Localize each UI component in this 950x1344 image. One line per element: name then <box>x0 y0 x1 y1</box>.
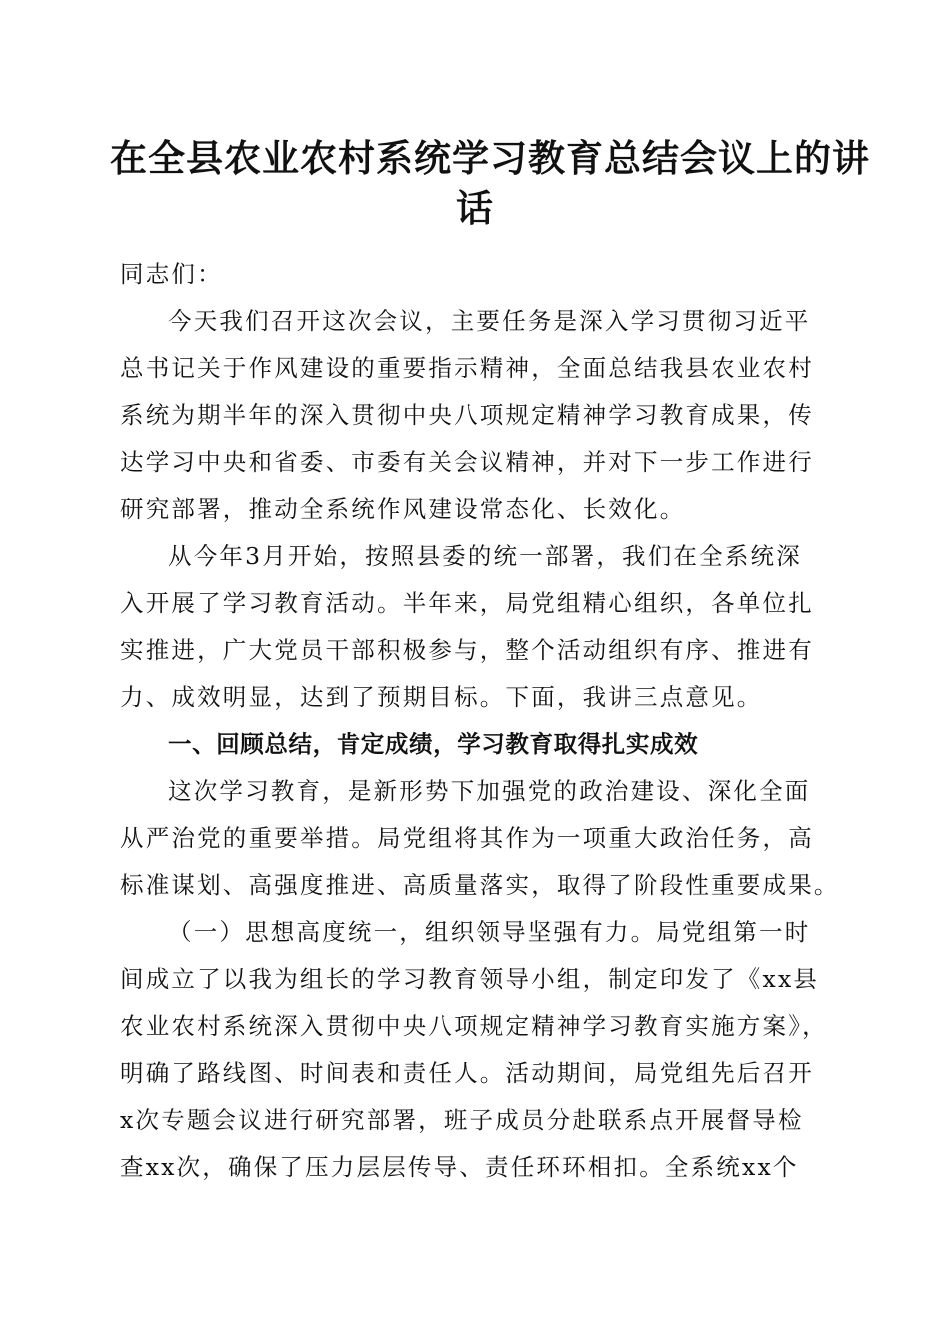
text-line: 研究部署，推动全系统作风建设常态化、长效化。 <box>120 495 686 523</box>
text-line: 从严治党的重要举措。局党组将其作为一项重大政治任务，高 <box>120 824 814 852</box>
text-line: 标准谋划、高强度推进、高质量落实，取得了阶段性重要成果。 <box>120 871 840 899</box>
text-line: 这次学习教育，是新形势下加强党的政治建设、深化全面 <box>168 777 811 805</box>
document-title <box>110 133 870 233</box>
title-line-2: 话 <box>456 186 494 230</box>
paragraph-background <box>120 533 830 721</box>
text-line: 间成立了以我为组长的学习教育领导小组，制定印发了《xx县 <box>120 965 820 993</box>
text-line: 力、成效明显，达到了预期目标。下面，我讲三点意见。 <box>120 683 763 711</box>
paragraph-opening <box>120 298 830 533</box>
text-line: （一）思想高度统一，组织领导坚强有力。局党组第一时 <box>168 918 811 946</box>
text-line: 总书记关于作风建设的重要指示精神，全面总结我县农业农村 <box>120 354 814 382</box>
paragraph-section-intro <box>120 768 840 909</box>
document-body <box>120 251 840 1191</box>
text-line: 今天我们召开这次会议，主要任务是深入学习贯彻习近平 <box>168 307 811 335</box>
text-line: 实推进，广大党员干部积极参与，整个活动组织有序、推进有 <box>120 636 814 664</box>
text-line: 查xx次，确保了压力层层传导、责任环环相扣。全系统xx个 <box>120 1153 799 1181</box>
section-heading-text: 一、回顾总结，肯定成绩，学习教育取得扎实成效 <box>168 730 699 758</box>
salutation <box>120 251 830 298</box>
title-line-1: 在全县农业农村系统学习教育总结会议上的讲 <box>110 136 870 180</box>
text-line: 入开展了学习教育活动。半年来，局党组精心组织，各单位扎 <box>120 589 814 617</box>
text-line: 明确了路线图、时间表和责任人。活动期间，局党组先后召开 <box>120 1059 814 1087</box>
salutation-text: 同志们： <box>120 260 223 288</box>
text-line: 系统为期半年的深入贯彻中央八项规定精神学习教育成果，传 <box>120 401 814 429</box>
section-heading-1 <box>120 721 830 768</box>
paragraph-subsection-1 <box>120 909 830 1191</box>
text-line: 农业农村系统深入贯彻中央八项规定精神学习教育实施方案》， <box>120 1012 828 1040</box>
text-line: 从今年3月开始，按照县委的统一部署，我们在全系统深 <box>168 542 802 570</box>
text-line: x次专题会议进行研究部署，班子成员分赴联系点开展督导检 <box>120 1106 804 1134</box>
text-line: 达学习中央和省委、市委有关会议精神，并对下一步工作进行 <box>120 448 814 476</box>
